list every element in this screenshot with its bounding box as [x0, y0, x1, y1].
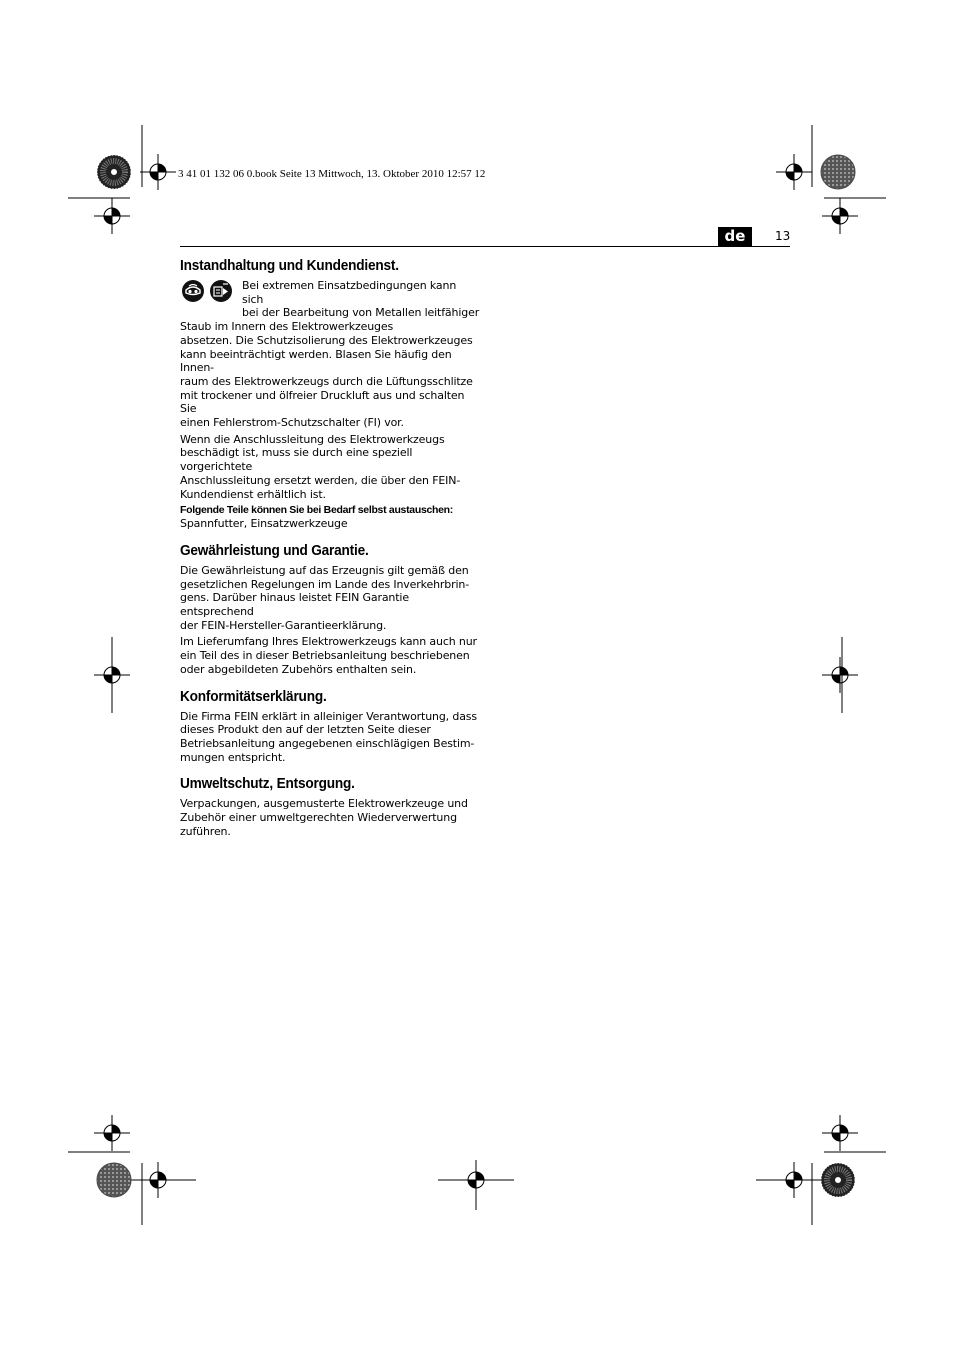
- conformity-paragraph: Die Firma FEIN erklärt in alleiniger Verantwortung, dass dieses Produkt den auf der letzten Seite dieser Betriebsanleitung angegebenen einschlägigen Bestim- mungen entspricht.: [180, 709, 477, 764]
- section-maintenance: [180, 258, 480, 531]
- section-warranty: [180, 543, 480, 677]
- maintenance-paragraph-1: Bei extremen Einsatzbedingungen kann sich bei der Bearbeitung von Metallen leitfähiger Staub im Innern des Elektrowerkzeuges absetzen. Die Schutzisolierung des Elektrowerkzeuges kann beeinträchtigt werden. Blasen Sie häufig den Innen- raum des Elektrowerkzeugs durch die Lüftungsschlitze mit trockener und ölfreier Druckluft aus und schalten Sie einen Fehlerstrom-Schutzschalter (FI) vor.: [180, 279, 480, 430]
- section-title: Konformitätserklärung.: [180, 688, 327, 705]
- maintenance-paragraph-2: Wenn die Anschlussleitung des Elektrowerkzeugs beschädigt ist, muss sie durch eine speziell vorgerichtete Anschlussleitung ersetzt werden, die über den FEIN- Kundendienst erhältlich ist.: [180, 432, 461, 501]
- gray-target-bottom-left: [97, 1163, 131, 1197]
- warranty-paragraph-1: Die Gewährleistung auf das Erzeugnis gilt gemäß den gesetzlichen Regelungen im Lande des Inverkehrbrin- gens. Darüber hinaus leistet FEIN Garantie entsprechend der FEIN-Hersteller-Garantieerklärung.: [180, 563, 470, 632]
- warranty-paragraph-2: Im Lieferumfang Ihres Elektrowerkzeugs kann auch nur ein Teil des in dieser Betriebsanleitung beschriebenen oder abgebildeten Zubehörs enthalten sein.: [180, 635, 477, 676]
- star-target-top-left: [97, 155, 131, 189]
- replaceable-parts-heading: Folgende Teile können Sie bei Bedarf selbst austauschen:: [180, 504, 453, 517]
- section-title: Instandhaltung und Kundendienst.: [180, 258, 399, 274]
- star-target-bottom-right: [821, 1163, 855, 1197]
- book-info-line: 3 41 01 132 06 0.book Seite 13 Mittwoch, 13. Oktober 2010 12:57 12: [178, 168, 486, 180]
- page-number: 13: [775, 229, 791, 243]
- environment-paragraph: Verpackungen, ausgemusterte Elektrowerkzeuge und Zubehör einer umweltgerechten Wiederverwertung zuführen.: [180, 797, 468, 838]
- language-tab: de: [718, 227, 752, 246]
- section-conformity: [180, 689, 480, 765]
- gray-target-top-right: [821, 155, 855, 189]
- main-column: [180, 258, 480, 851]
- eye-protection-icon: [181, 279, 205, 303]
- safety-icons: [180, 279, 242, 307]
- section-title: Gewährleistung und Garantie.: [180, 542, 369, 559]
- header-rule: [180, 246, 790, 247]
- replaceable-parts-list: Spannfutter, Einsatzwerkzeuge: [180, 517, 348, 531]
- read-instructions-icon: [209, 279, 233, 303]
- section-environment: [180, 776, 480, 838]
- section-title: Umweltschutz, Entsorgung.: [180, 776, 355, 793]
